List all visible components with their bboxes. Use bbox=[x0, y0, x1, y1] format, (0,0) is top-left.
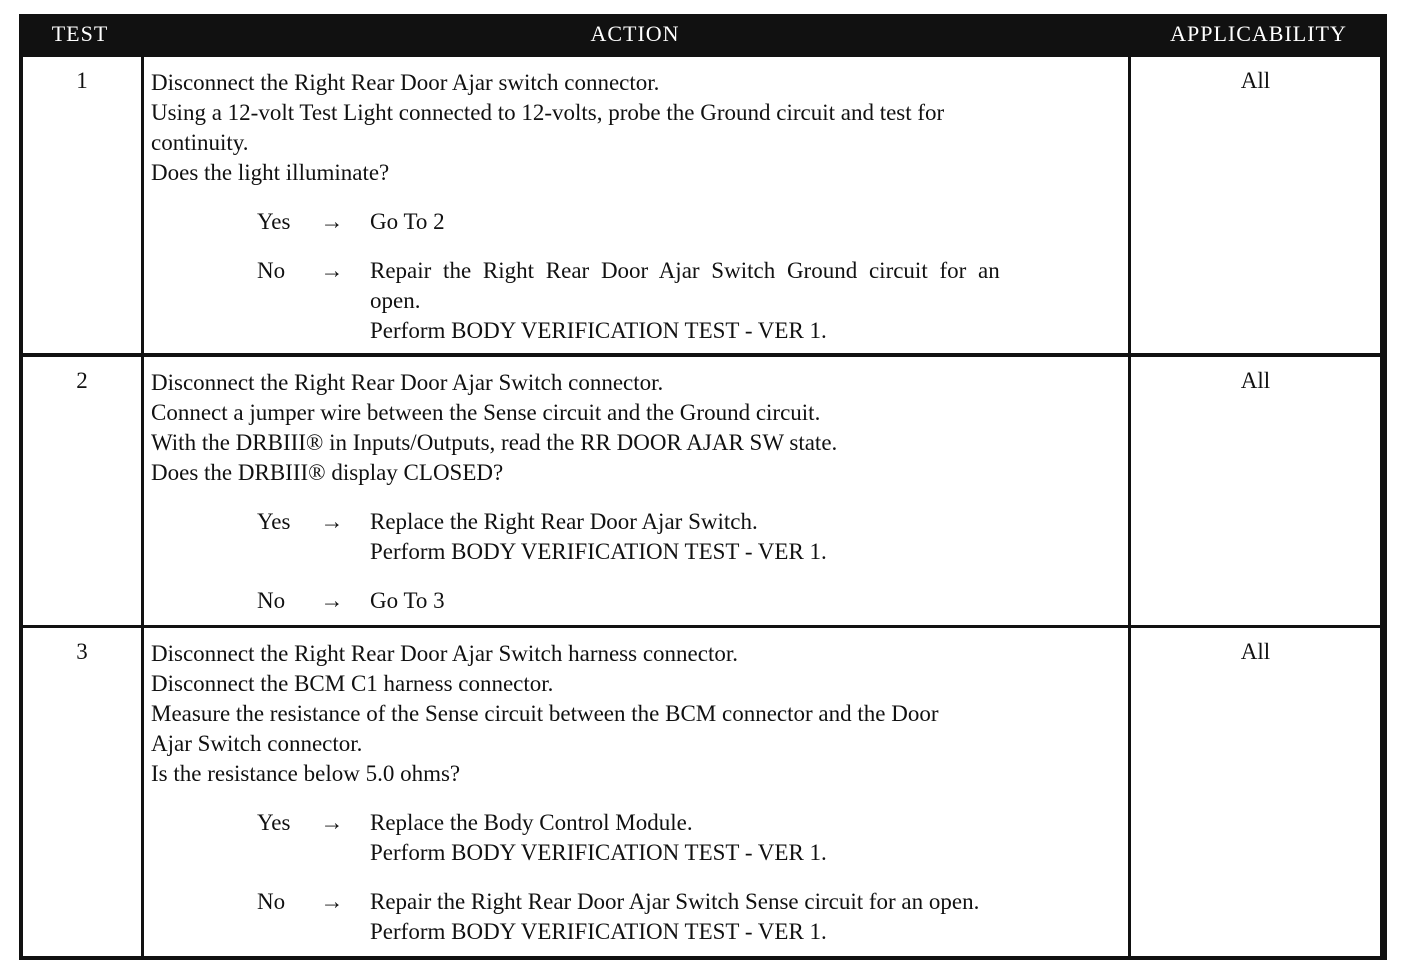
result-line: Repair the Right Rear Door Ajar Switch Sense circuit for an open. bbox=[370, 889, 980, 914]
no-result bbox=[257, 586, 1120, 616]
action-line: Ajar Switch connector. bbox=[151, 731, 363, 756]
action-line: Measure the resistance of the Sense circuit between the BCM connector and the Door bbox=[151, 701, 939, 726]
test-number-cell: 2 bbox=[23, 357, 141, 625]
action-cell bbox=[144, 357, 1128, 625]
test-number-cell: 3 bbox=[23, 628, 141, 956]
no-label: No bbox=[257, 258, 286, 283]
result-line: Go To 2 bbox=[370, 209, 445, 234]
arrow-right-icon: → bbox=[320, 209, 344, 234]
arrow-right-icon: → bbox=[320, 810, 344, 835]
yes-label: Yes bbox=[257, 810, 291, 835]
diagnostic-table bbox=[19, 14, 1387, 960]
result-line: Replace the Right Rear Door Ajar Switch. bbox=[370, 509, 758, 534]
action-line: Disconnect the Right Rear Door Ajar Switch connector. bbox=[151, 370, 664, 395]
result-line: Repair the Right Rear Door Ajar Switch Ground circuit for an bbox=[370, 258, 1000, 283]
no-label: No bbox=[257, 889, 286, 914]
action-line: Is the resistance below 5.0 ohms? bbox=[151, 761, 461, 786]
action-line: Connect a jumper wire between the Sense circuit and the Ground circuit. bbox=[151, 400, 821, 425]
test-number-cell: 1 bbox=[23, 57, 141, 353]
header-test: TEST bbox=[51, 21, 109, 46]
action-line: continuity. bbox=[151, 130, 249, 155]
yes-result bbox=[257, 808, 1120, 868]
result-line: Perform BODY VERIFICATION TEST - VER 1. bbox=[370, 318, 827, 343]
result-line: Perform BODY VERIFICATION TEST - VER 1. bbox=[370, 919, 827, 944]
action-line: Disconnect the Right Rear Door Ajar switch connector. bbox=[151, 70, 660, 95]
arrow-right-icon: → bbox=[320, 509, 344, 534]
action-line: Does the DRBIII® display CLOSED? bbox=[151, 460, 504, 485]
action-line: Does the light illuminate? bbox=[151, 160, 390, 185]
arrow-right-icon: → bbox=[320, 258, 344, 283]
action-line: Disconnect the Right Rear Door Ajar Switch harness connector. bbox=[151, 641, 738, 666]
applicability-cell: All bbox=[1131, 57, 1380, 353]
yes-label: Yes bbox=[257, 509, 291, 534]
no-result bbox=[257, 887, 1120, 947]
action-line: With the DRBIII® in Inputs/Outputs, read the RR DOOR AJAR SW state. bbox=[151, 430, 838, 455]
result-line: Perform BODY VERIFICATION TEST - VER 1. bbox=[370, 539, 827, 564]
action-cell bbox=[144, 628, 1128, 956]
result-line: Perform BODY VERIFICATION TEST - VER 1. bbox=[370, 840, 827, 865]
no-result bbox=[257, 256, 1120, 346]
applicability-cell: All bbox=[1131, 628, 1380, 956]
applicability-cell: All bbox=[1131, 357, 1380, 625]
header-action: ACTION bbox=[590, 21, 680, 46]
action-line: Using a 12-volt Test Light connected to 12-volts, probe the Ground circuit and test for bbox=[151, 100, 945, 125]
arrow-right-icon: → bbox=[320, 889, 344, 914]
arrow-right-icon: → bbox=[320, 588, 344, 613]
result-line: Replace the Body Control Module. bbox=[370, 810, 693, 835]
action-line: Disconnect the BCM C1 harness connector. bbox=[151, 671, 554, 696]
yes-result bbox=[257, 207, 1120, 237]
result-line: open. bbox=[370, 288, 421, 313]
action-cell bbox=[144, 57, 1128, 353]
yes-label: Yes bbox=[257, 209, 291, 234]
yes-result bbox=[257, 507, 1120, 567]
no-label: No bbox=[257, 588, 286, 613]
result-line: Go To 3 bbox=[370, 588, 445, 613]
header-applicability: APPLICABILITY bbox=[1170, 21, 1347, 46]
